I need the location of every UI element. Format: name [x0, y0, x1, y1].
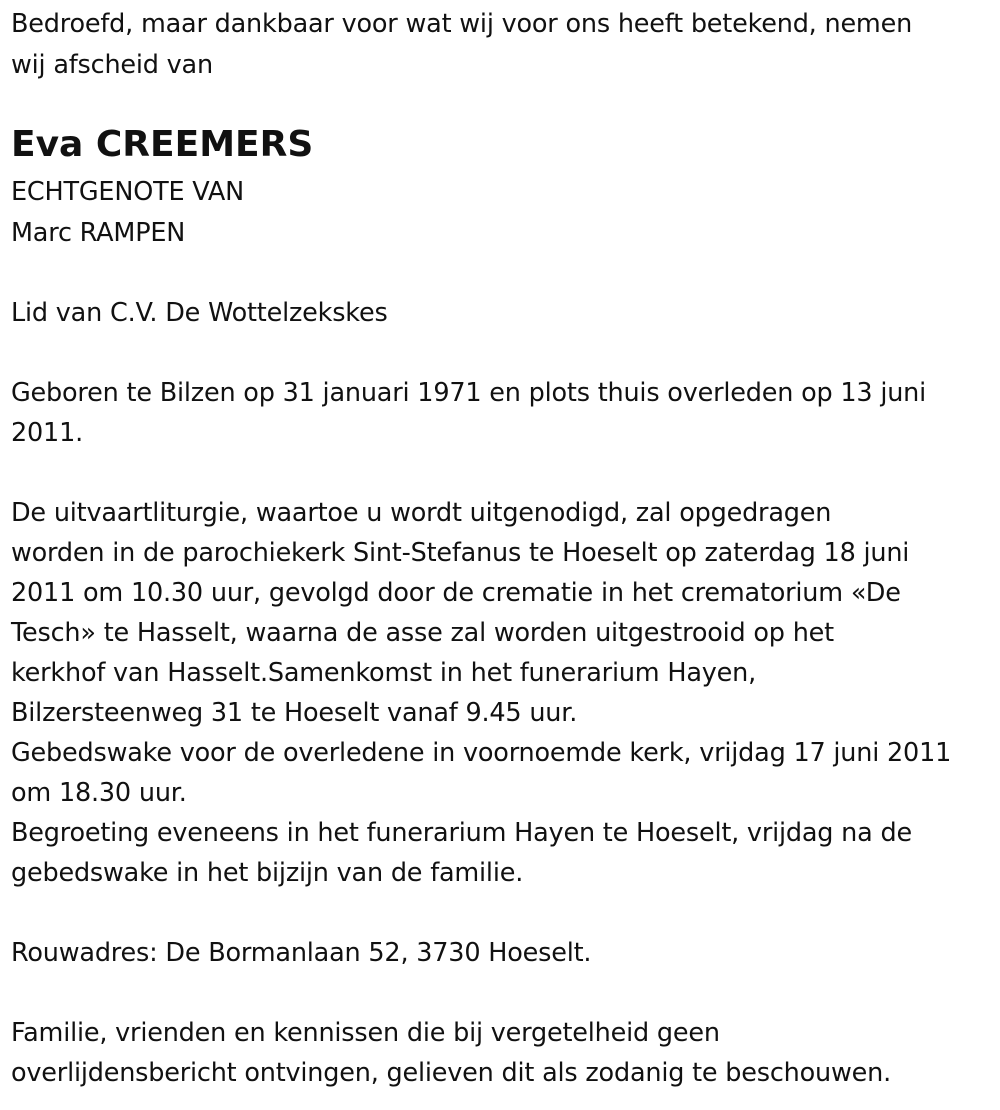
relation-label: ECHTGENOTE VAN: [11, 177, 245, 207]
birth-death-line-2: 2011.: [11, 418, 84, 448]
intro-line-2: wij afscheid van: [11, 50, 213, 80]
deceased-name: Eva CREEMERS: [11, 124, 314, 165]
spouse-name: Marc RAMPEN: [11, 218, 186, 248]
birth-death-line-1: Geboren te Bilzen op 31 januari 1971 en plots thuis overleden op 13 juni: [11, 378, 927, 408]
funeral-line-9: Begroeting eveneens in het funerarium Hayen te Hoeselt, vrijdag na de: [11, 818, 912, 848]
funeral-line-2: worden in de parochiekerk Sint-Stefanus te Hoeselt op zaterdag 18 juni: [11, 538, 910, 568]
funeral-line-3: 2011 om 10.30 uur, gevolgd door de crematie in het crematorium «De: [11, 578, 901, 608]
membership: Lid van C.V. De Wottelzekskes: [11, 298, 388, 328]
funeral-line-7: Gebedswake voor de overledene in voornoemde kerk, vrijdag 17 juni 2011: [11, 738, 952, 768]
funeral-line-8: om 18.30 uur.: [11, 778, 187, 808]
closing-line-1: Familie, vrienden en kennissen die bij vergetelheid geen: [11, 1018, 720, 1048]
funeral-line-1: De uitvaartliturgie, waartoe u wordt uitgenodigd, zal opgedragen: [11, 498, 832, 528]
mourning-address: Rouwadres: De Bormanlaan 52, 3730 Hoeselt.: [11, 938, 592, 968]
funeral-line-4: Tesch» te Hasselt, waarna de asse zal worden uitgestrooid op het: [11, 618, 834, 648]
funeral-line-5: kerkhof van Hasselt.Samenkomst in het funerarium Hayen,: [11, 658, 756, 688]
intro-line-1: Bedroefd, maar dankbaar voor wat wij voor ons heeft betekend, nemen: [11, 9, 913, 39]
funeral-line-10: gebedswake in het bijzijn van de familie.: [11, 858, 524, 888]
funeral-line-6: Bilzersteenweg 31 te Hoeselt vanaf 9.45 uur.: [11, 698, 578, 728]
closing-line-2: overlijdensbericht ontvingen, gelieven dit als zodanig te beschouwen.: [11, 1058, 892, 1088]
